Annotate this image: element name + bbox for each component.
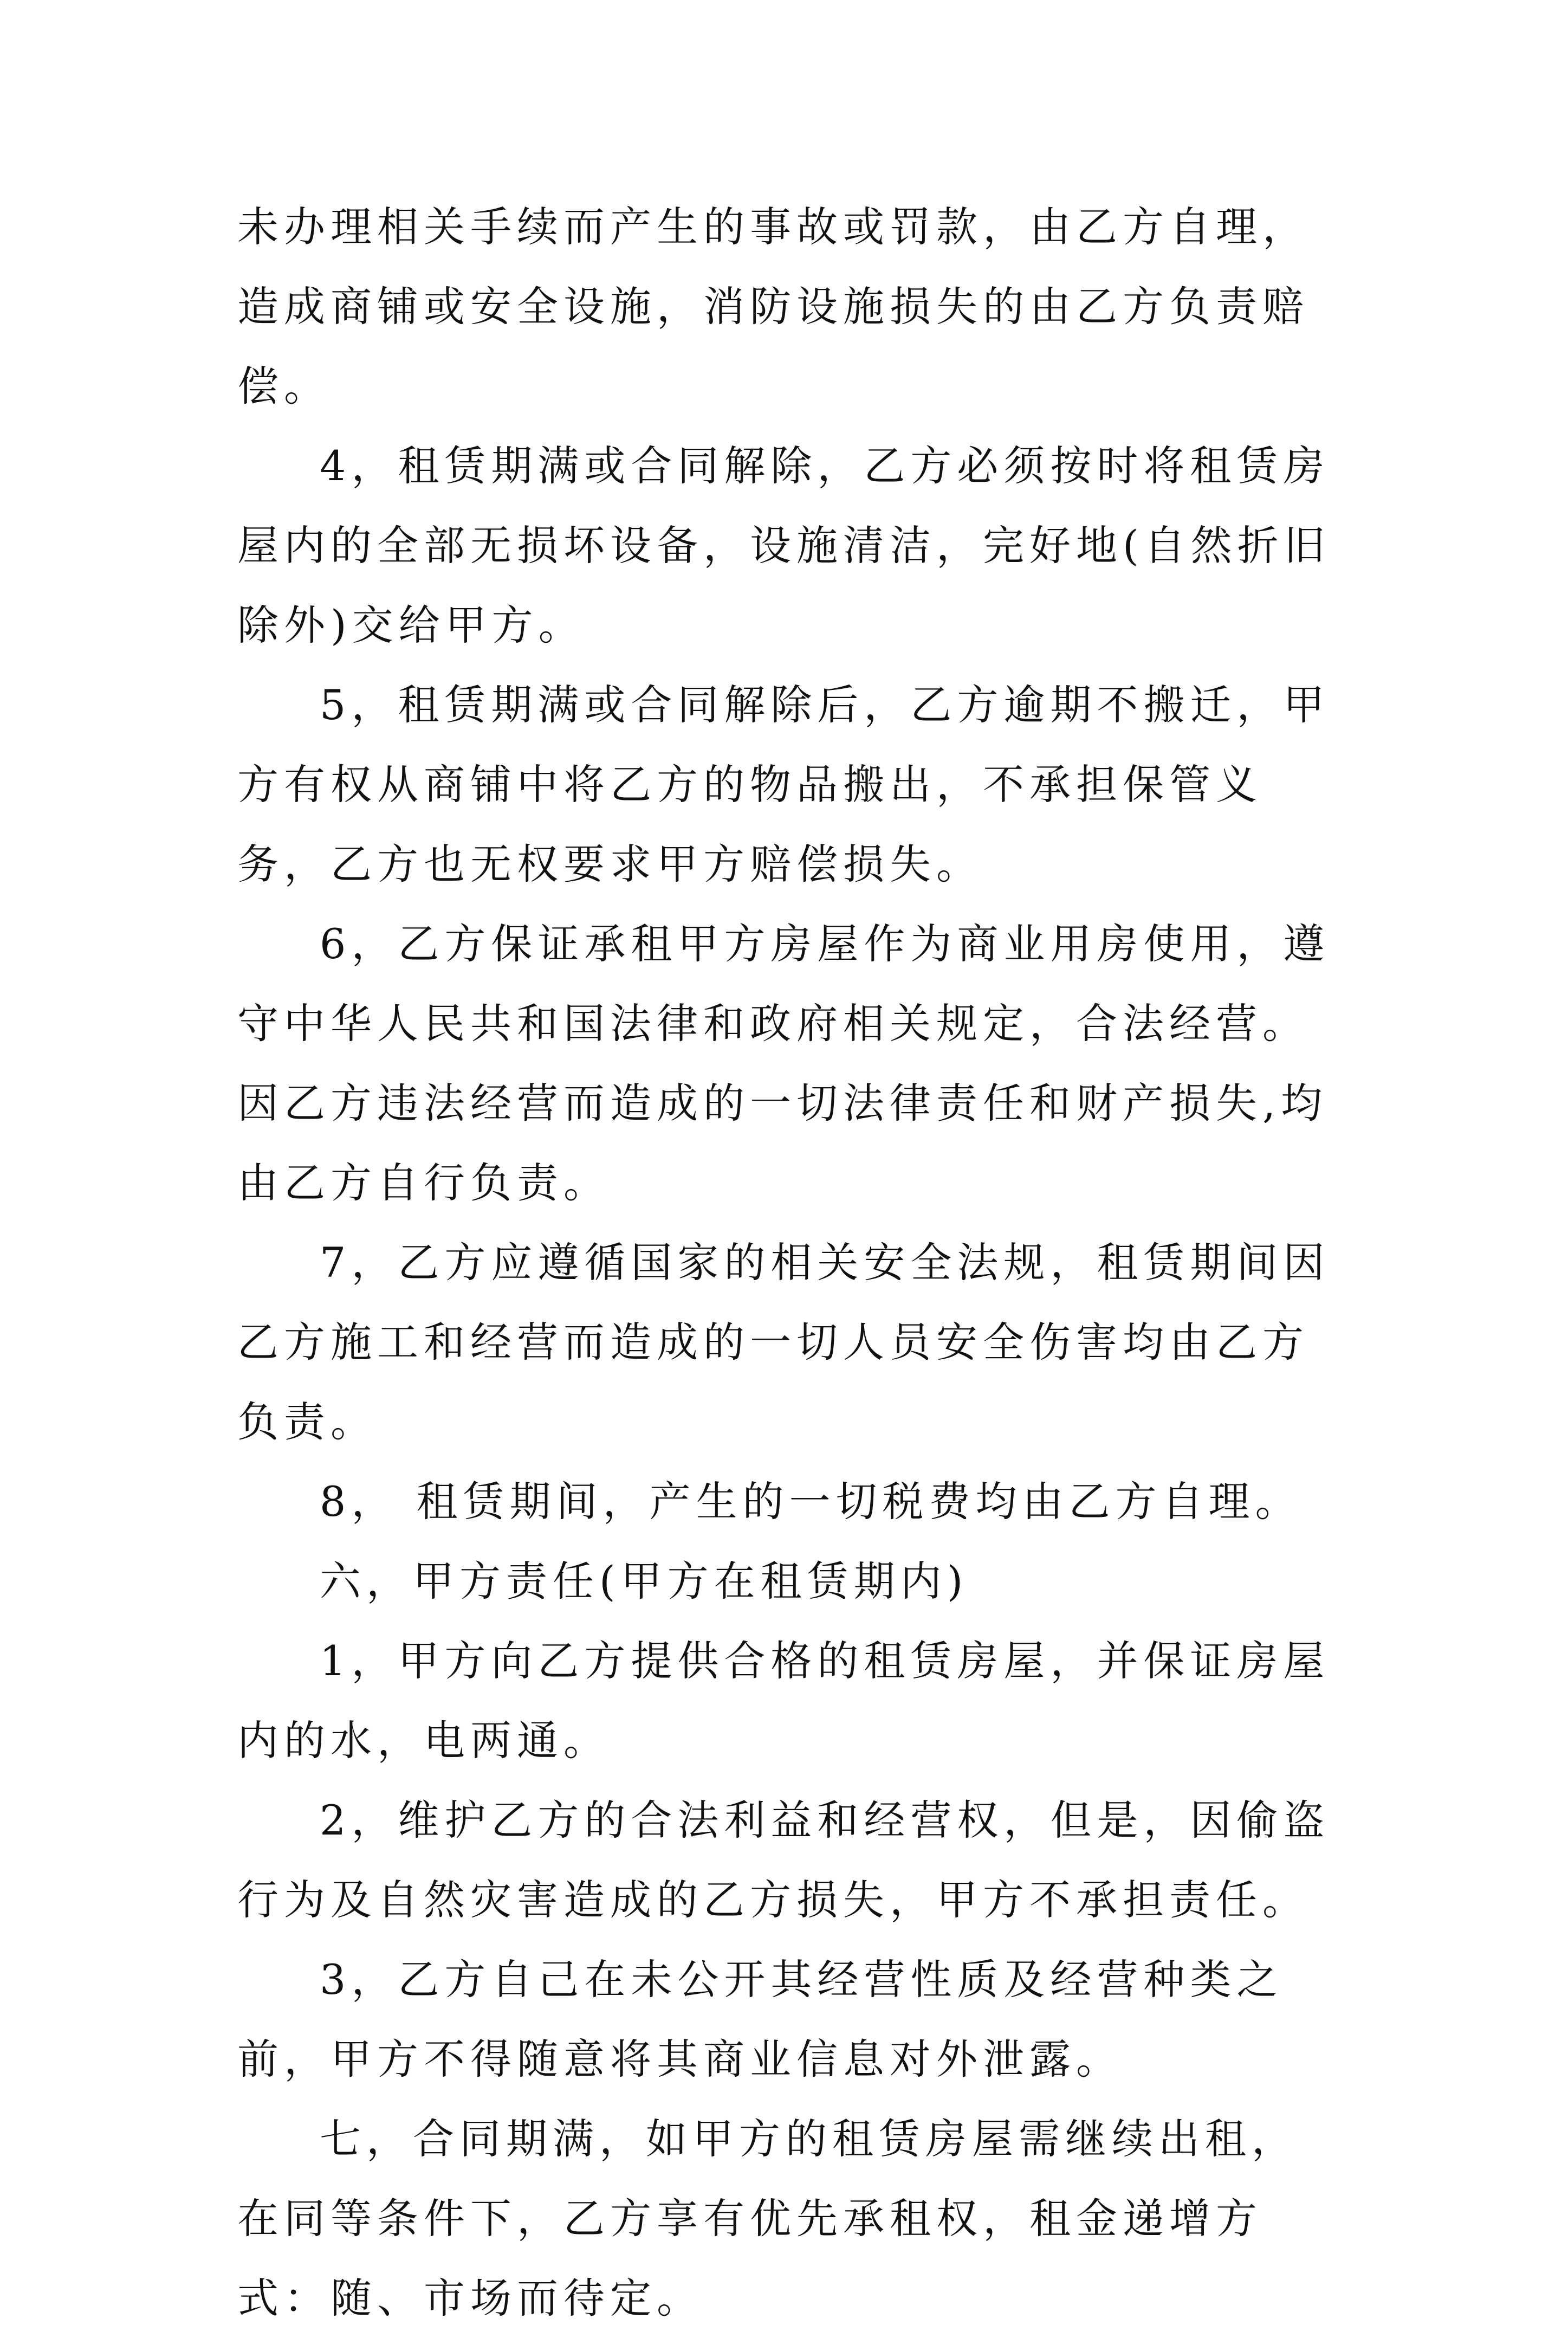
paragraph-lessor-clause-1: 1，甲方向乙方提供合格的租赁房屋，并保证房屋内的水，电两通。 [237,1637,1330,1765]
paragraph-clause-8: 8， 租赁期间，产生的一切税费均由乙方自理。 [320,1477,1302,1526]
document-body [237,187,1343,2338]
section-contract-expiry: 七，合同期满，如甲方的租赁房屋需继续出租，在同等条件下，乙方享有优先承租权，租金递增方式：随、市场而待定。 [237,2115,1298,2322]
paragraph-clause-7: 7，乙方应遵循国家的相关安全法规，租赁期间因乙方施工和经营而造成的一切人员安全伤害均由乙方负责。 [237,1238,1330,1446]
paragraph-clause-5: 5，租赁期满或合同解除后，乙方逾期不搬迁，甲方有权从商铺中将乙方的物品搬出，不承担保管义务，乙方也无权要求甲方赔偿损失。 [237,681,1330,888]
paragraph-clause-4: 4，租赁期满或合同解除，乙方必须按时将租赁房屋内的全部无损坏设备，设施清洁，完好地(自然折旧除外)交给甲方。 [237,442,1331,649]
paragraph-lessor-clause-2: 2，维护乙方的合法利益和经营权，但是，因偷盗行为及自然灾害造成的乙方损失，甲方不承担责任。 [237,1796,1330,1924]
paragraph-lessor-clause-3: 3，乙方自己在未公开其经营性质及经营种类之前，甲方不得随意将其商业信息对外泄露。 [237,1955,1284,2083]
paragraph-continuation: 未办理相关手续而产生的事故或罚款，由乙方自理，造成商铺或安全设施，消防设施损失的由乙方负责赔偿。 [237,203,1309,410]
section-heading-lessor-responsibility: 六，甲方责任(甲方在租赁期内) [320,1557,969,1605]
paragraph-clause-6: 6，乙方保证承租甲方房屋作为商业用房使用，遵守中华人民共和国法律和政府相关规定，合法经营。因乙方违法经营而造成的一切法律责任和财产损失,均由乙方自行负责。 [237,920,1330,1207]
